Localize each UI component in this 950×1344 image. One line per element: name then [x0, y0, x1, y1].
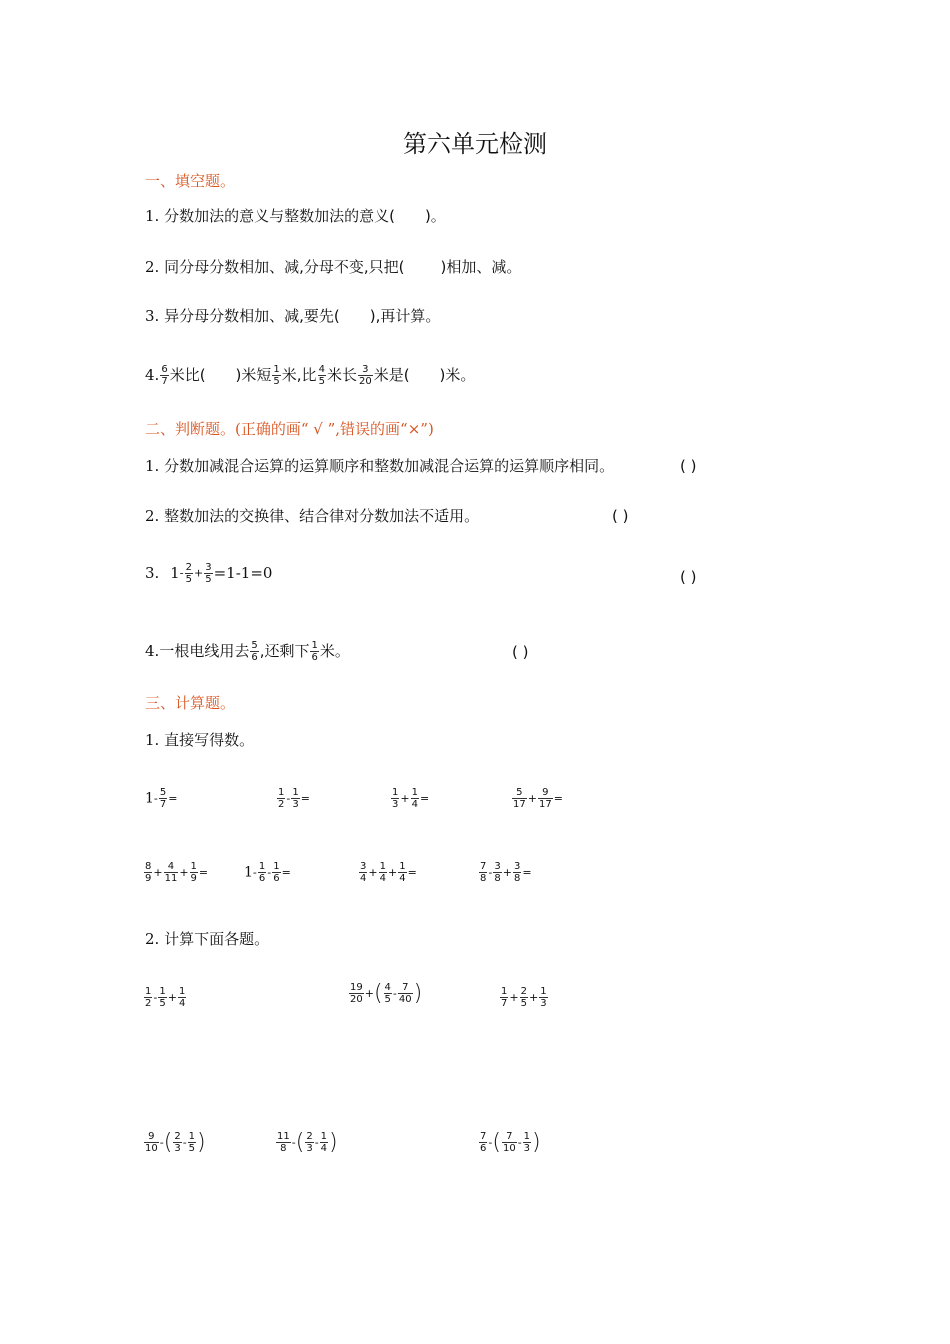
- fill-question-4: [145, 364, 475, 387]
- question-text: 异分母分数相加、减,要先(: [164, 307, 340, 325]
- fraction: $\frac{6}{7}$: [161, 364, 168, 387]
- question-number: 4.: [145, 366, 160, 384]
- question-text: 计算下面各题。: [164, 930, 270, 948]
- judge-question-2: [145, 505, 479, 527]
- minus-sign: -: [179, 566, 184, 580]
- expression-3-1: $\frac{1}{2}$ - $\frac{1}{5}$ + $\frac{1}{4}$: [145, 986, 186, 1009]
- question-number: 4.: [145, 642, 160, 660]
- expression-1-4: $\frac{5}{17}$ + $\frac{9}{17}$ =: [513, 787, 563, 810]
- question-end: )相加、减。: [440, 258, 522, 276]
- calc-heading-1: [145, 729, 254, 751]
- text-segment: 米长: [326, 366, 357, 384]
- fraction: $\frac{4}{5}$: [318, 364, 325, 387]
- text-segment: 米是(: [373, 366, 410, 384]
- question-end: )。: [424, 207, 446, 225]
- question-number: 1.: [145, 731, 160, 749]
- expression-4-2: $\frac{11}{8}$ -( $\frac{2}{3}$ - $\frac{1}{4}$ ): [277, 1130, 338, 1155]
- number: 1: [170, 564, 180, 582]
- question-text: 整数加法的交换律、结合律对分数加法不适用。: [164, 507, 480, 525]
- fraction: $\frac{1}{6}$: [311, 640, 318, 663]
- question-number: 2.: [145, 258, 160, 276]
- answer-parentheses[interactable]: ( ): [612, 507, 629, 525]
- expression-2-1: $\frac{8}{9}$ + $\frac{4}{11}$ + $\frac{1}{9}$ =: [145, 861, 209, 884]
- text-segment: 米,比: [281, 366, 317, 384]
- answer-parentheses[interactable]: ( ): [680, 568, 697, 586]
- question-number: 1.: [145, 457, 160, 475]
- question-text: 直接写得数。: [164, 731, 255, 749]
- expression-4-3: $\frac{7}{6}$ -( $\frac{7}{10}$ - $\frac{1}{3}$ ): [480, 1130, 541, 1155]
- question-text: 分数加减混合运算的运算顺序和整数加减混合运算的运算顺序相同。: [164, 457, 615, 475]
- fill-question-1: [145, 205, 446, 227]
- fraction: $\frac{3}{20}$: [358, 364, 372, 387]
- fraction: $\frac{5}{6}$: [251, 640, 258, 663]
- question-number: 3.: [145, 307, 160, 325]
- plus-sign: +: [194, 566, 204, 580]
- text-segment: 一根电线用去: [159, 642, 250, 660]
- judge-question-3: [145, 562, 272, 585]
- section-heading-fill: 一、填空题。: [145, 172, 236, 190]
- section-heading-calc: 三、计算题。: [145, 694, 236, 712]
- question-number: 2.: [145, 507, 160, 525]
- question-number: 2.: [145, 930, 160, 948]
- expression-2-4: $\frac{7}{8}$ - $\frac{3}{8}$ + $\frac{3}{8}$ =: [480, 861, 532, 884]
- question-end: ),再计算。: [369, 307, 441, 325]
- judge-question-4: [145, 640, 350, 663]
- text-segment: )米。: [439, 366, 476, 384]
- fill-question-3: [145, 305, 440, 327]
- page-title: 第六单元检测: [403, 130, 547, 158]
- text-segment: 米。: [319, 642, 350, 660]
- equation-rest: =1-1=0: [213, 564, 273, 582]
- question-number: 3.: [145, 564, 160, 582]
- answer-parentheses[interactable]: ( ): [512, 643, 529, 661]
- calc-heading-2: [145, 928, 269, 950]
- question-text: 分数加法的意义与整数加法的意义(: [164, 207, 395, 225]
- expression-2-3: $\frac{3}{4}$ + $\frac{1}{4}$ + $\frac{1}{4}$ =: [360, 861, 417, 884]
- judge-question-1: [145, 455, 614, 477]
- expression-1-1: 1- $\frac{5}{7}$ =: [145, 787, 178, 810]
- text-segment: )米短: [235, 366, 272, 384]
- expression-1-3: $\frac{1}{3}$ + $\frac{1}{4}$ =: [392, 787, 430, 810]
- text-segment: ,还剩下: [259, 642, 310, 660]
- expression-1-2: $\frac{1}{2}$ - $\frac{1}{3}$ =: [278, 787, 310, 810]
- section-heading-judge: 二、判断题。(正确的画“ √ ”,错误的画“×”): [145, 420, 434, 438]
- question-text: 同分母分数相加、减,分母不变,只把(: [164, 258, 405, 276]
- fraction: $\frac{2}{5}$: [185, 562, 192, 585]
- expression-2-2: 1- $\frac{1}{6}$ - $\frac{1}{6}$ =: [244, 861, 291, 884]
- fill-question-2: [145, 256, 521, 278]
- expression-3-3: $\frac{1}{7}$ + $\frac{2}{5}$ + $\frac{1}{3}$: [501, 986, 547, 1009]
- question-number: 1.: [145, 207, 160, 225]
- expression-3-2: $\frac{19}{20}$ +( $\frac{4}{5}$ - $\frac{7}{40}$ ): [350, 981, 423, 1006]
- text-segment: 米比(: [169, 366, 206, 384]
- answer-parentheses[interactable]: ( ): [680, 457, 697, 475]
- fraction: $\frac{1}{5}$: [273, 364, 280, 387]
- fraction: $\frac{3}{5}$: [205, 562, 212, 585]
- expression-4-1: $\frac{9}{10}$ -( $\frac{2}{3}$ - $\frac{1}{5}$ ): [145, 1130, 206, 1155]
